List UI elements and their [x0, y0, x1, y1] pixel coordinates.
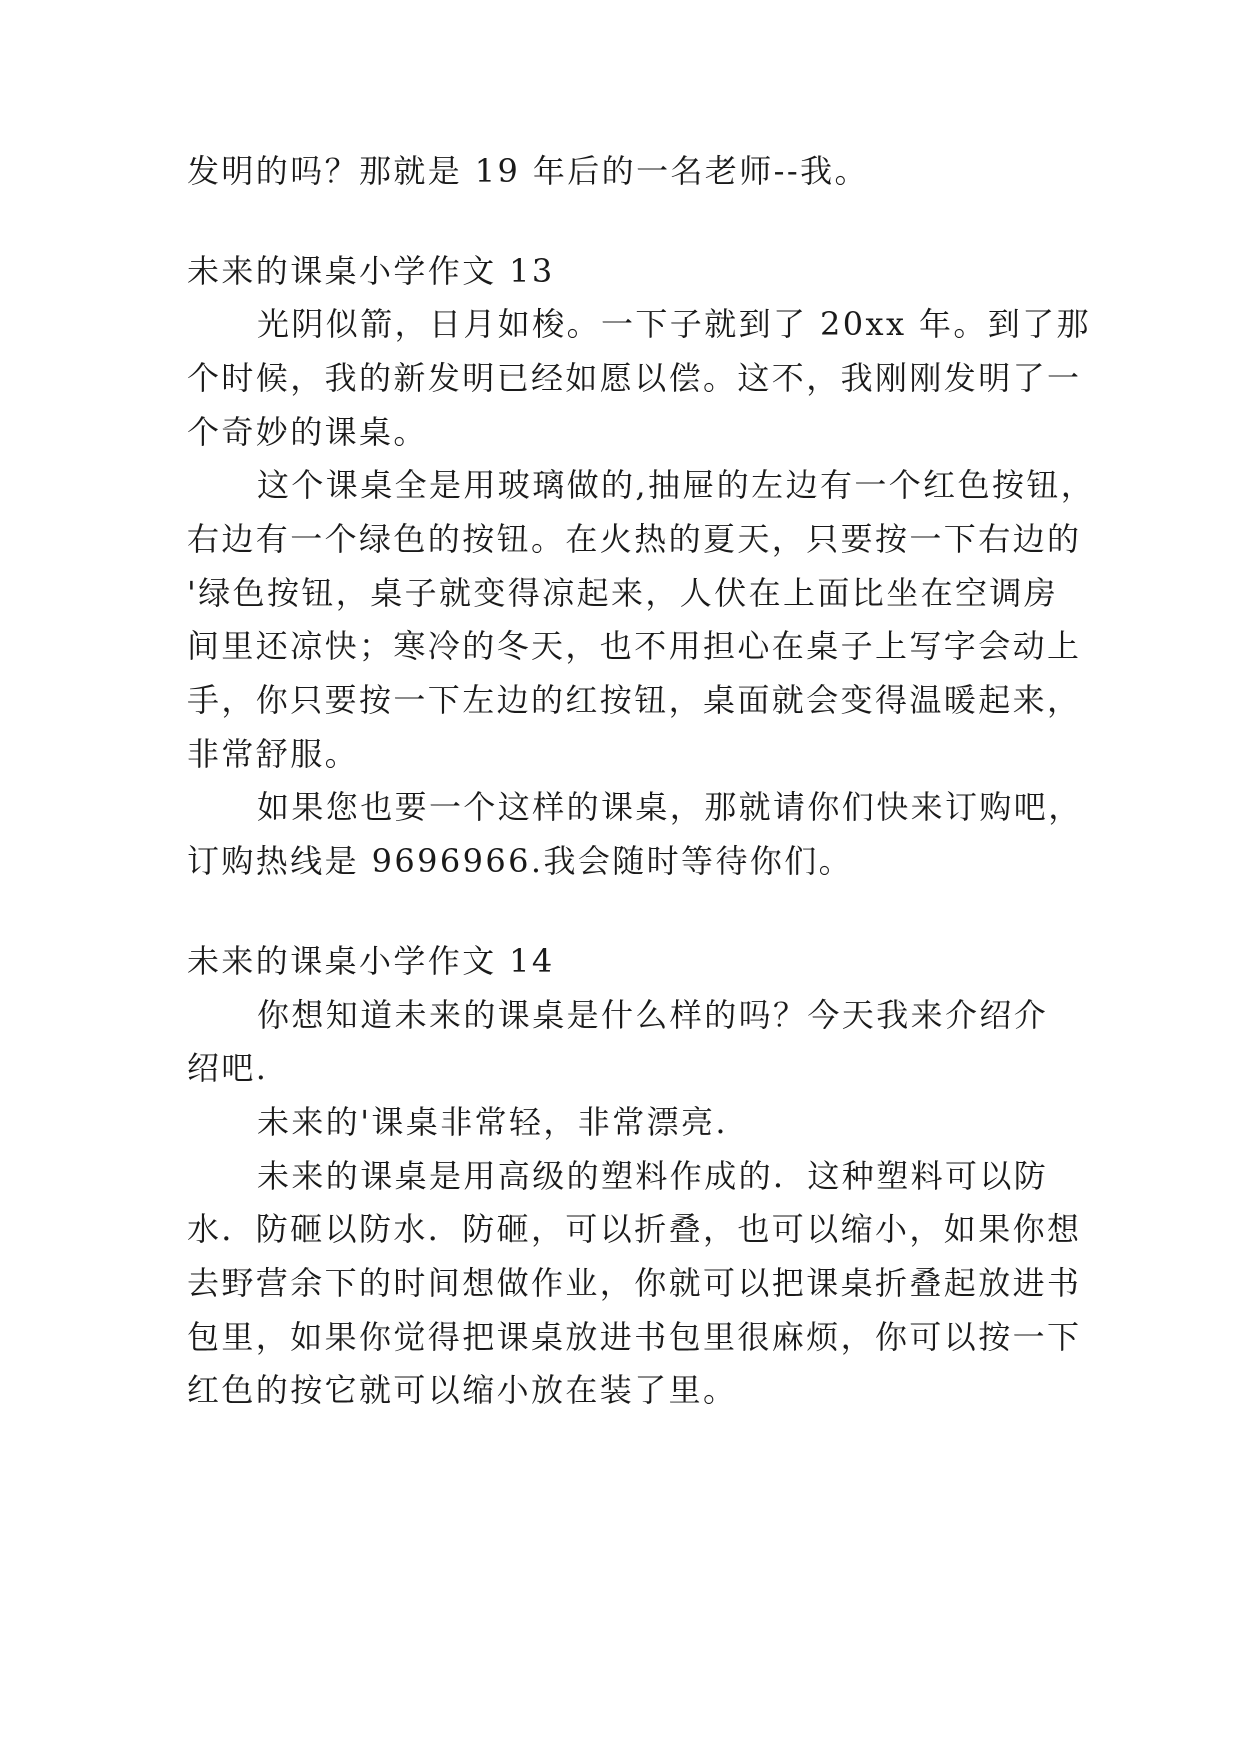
essay-13-paragraph-2-line: 右边有一个绿色的按钮。在火热的夏天，只要按一下右边的 — [187, 520, 1082, 558]
essay-13-paragraph-1-line: 个时候，我的新发明已经如愿以偿。这不，我刚刚发明了一 — [187, 359, 1082, 397]
essay-13-paragraph-3-line: 订购热线是 9696966.我会随时等待你们。 — [187, 842, 854, 880]
essay-13-paragraph-3-line: 如果您也要一个这样的课桌，那就请你们快来订购吧， — [257, 788, 1083, 826]
essay-14-paragraph-1-line: 绍吧. — [187, 1049, 269, 1087]
essay-13-paragraph-2-line: 手，你只要按一下左边的红按钮，桌面就会变得温暖起来， — [187, 681, 1082, 719]
essay-14-paragraph-3-line: 去野营余下的时间想做作业，你就可以把课桌折叠起放进书 — [187, 1264, 1082, 1302]
essay-14-title: 未来的课桌小学作文 14 — [187, 942, 555, 980]
essay-13-paragraph-2-line: 间里还凉快；寒冷的冬天，也不用担心在桌子上写字会动上 — [187, 627, 1082, 665]
essay-13-paragraph-2-line: '绿色按钮，桌子就变得凉起来，人伏在上面比坐在空调房 — [187, 574, 1059, 612]
essay-14-paragraph-3-line: 水．防砸以防水．防砸，可以折叠，也可以缩小，如果你想 — [187, 1210, 1082, 1248]
essay-14-paragraph-1-line: 你想知道未来的课桌是什么样的吗？今天我来介绍介 — [257, 996, 1049, 1034]
essay-13-paragraph-2-line: 这个课桌全是用玻璃做的,抽屉的左边有一个红色按钮， — [257, 466, 1096, 504]
essay-13-paragraph-1-line: 个奇妙的课桌。 — [187, 413, 428, 451]
continuation-text: 发明的吗？那就是 19 年后的一名老师--我。 — [187, 152, 869, 190]
essay-14-paragraph-3-line: 未来的课桌是用高级的塑料作成的．这种塑料可以防 — [257, 1157, 1049, 1195]
essay-14-paragraph-2-line: 未来的'课桌非常轻，非常漂亮. — [257, 1103, 728, 1141]
essay-13-paragraph-2-line: 非常舒服。 — [187, 735, 360, 773]
essay-14-paragraph-3-line: 红色的按它就可以缩小放在装了里。 — [187, 1371, 738, 1409]
essay-13-paragraph-1-line: 光阴似箭，日月如梭。一下子就到了 20xx 年。到了那 — [257, 305, 1091, 343]
essay-14-paragraph-3-line: 包里，如果你觉得把课桌放进书包里很麻烦，你可以按一下 — [187, 1318, 1082, 1356]
essay-13-title: 未来的课桌小学作文 13 — [187, 252, 555, 290]
